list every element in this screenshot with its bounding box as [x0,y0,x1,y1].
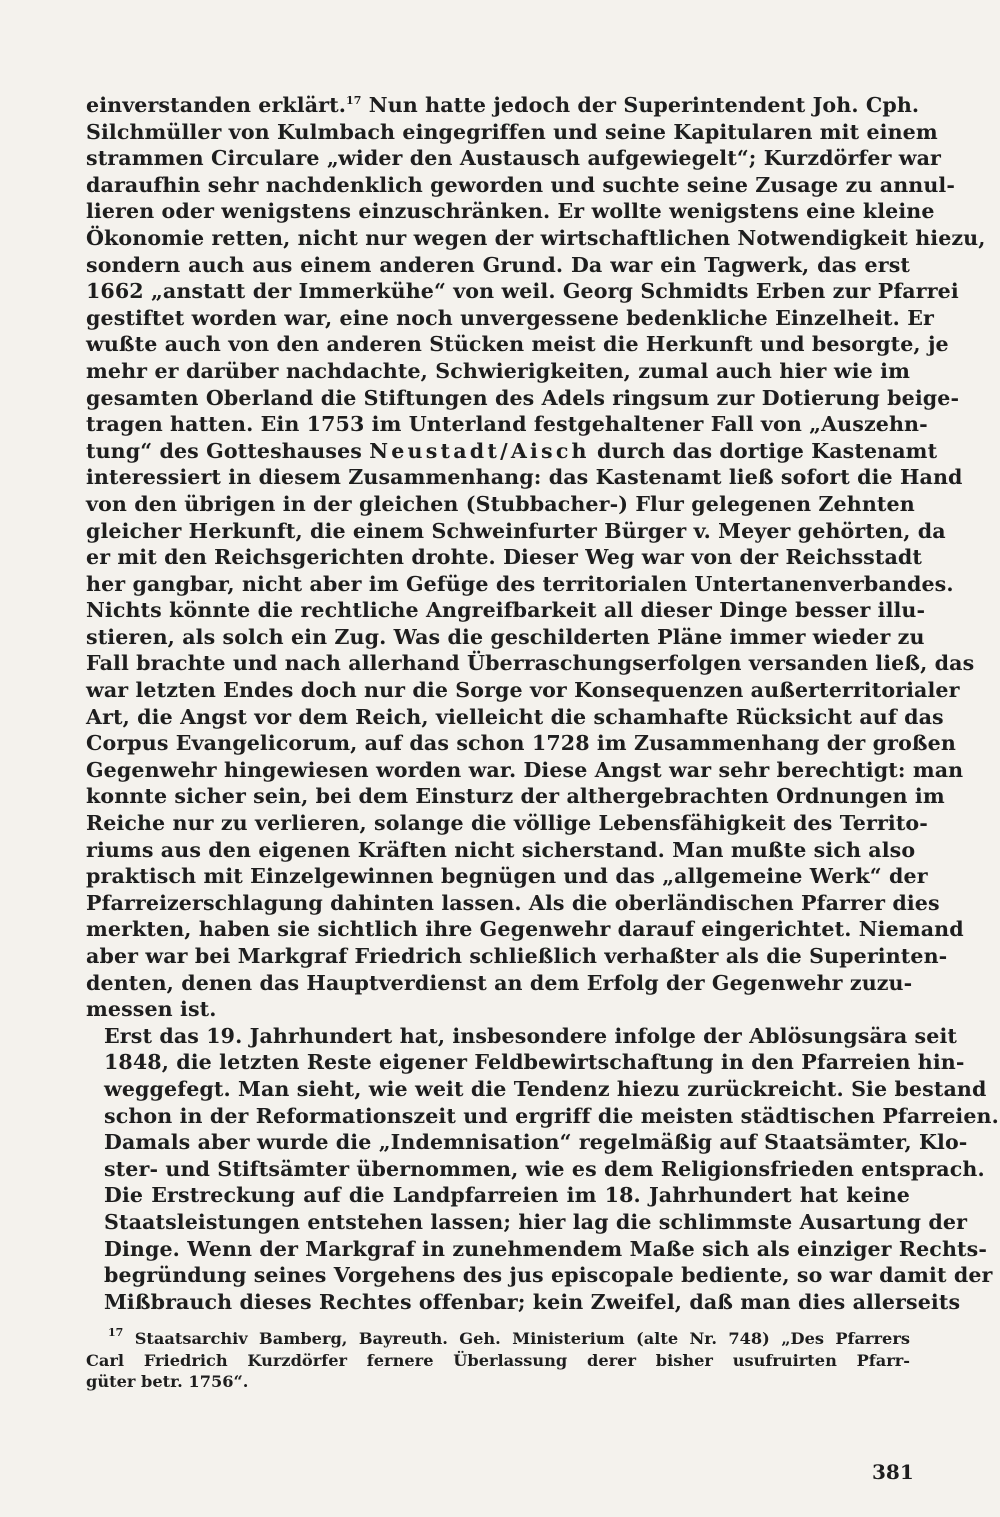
page-number: 381 [872,1460,914,1484]
text-line: gesamten Oberland die Stiftungen des Adels ringsum zur Dotierung beige- [86,385,960,410]
text-line: daraufhin sehr nachdenklich geworden und suchte seine Zusage zu annul- [86,172,955,197]
text-line: mehr er darüber nachdachte, Schwierigkeiten, zumal auch hier wie im [86,358,910,383]
text-line: schon in der Reformationszeit und ergriff die meisten städtischen Pfarreien. [104,1103,999,1128]
text-line: konnte sicher sein, bei dem Einsturz der althergebrachten Ordnungen im [86,784,945,809]
text-line: strammen Circulare „wider den Austausch aufgewiegelt“; Kurzdörfer war [86,146,942,171]
paragraph-1 [86,92,986,1023]
text-line: Silchmüller von Kulmbach eingegriffen und seine Kapitularen mit einem [86,119,938,144]
text-line: Reiche nur zu verlieren, solange die völlige Lebensfähigkeit des Territo- [86,811,928,836]
body-text [86,92,999,1315]
text-line: tung“ des Gotteshauses Neustadt/Aisch durch das dortige Kastenamt [86,438,938,463]
text-line: Die Erstreckung auf die Landpfarreien im 18. Jahrhundert hat keine [104,1183,910,1208]
text-line: weggefegt. Man sieht, wie weit die Tendenz hiezu zurückreicht. Sie bestand [104,1076,987,1101]
text-line: aber war bei Markgraf Friedrich schließlich verhaßter als die Superinten- [86,944,948,968]
text-line: lieren oder wenigstens einzuschränken. Er wollte wenigstens eine kleine [86,199,935,224]
text-line: her gangbar, nicht aber im Gefüge des territorialen Untertanenverbandes. [86,571,954,596]
text-line: Nichts könnte die rechtliche Angreifbarkeit all dieser Dinge besser illu- [86,598,926,623]
text-line: Ökonomie retten, nicht nur wegen der wirtschaftlichen Notwendigkeit hiezu, [86,225,986,250]
text-line: begründung seines Vorgehens des jus episcopale bediente, so war damit der [104,1263,993,1288]
text-line: messen ist. [86,997,217,1022]
text-line: Mißbrauch dieses Rechtes offenbar; kein Zweifel, daß man dies allerseits [104,1289,961,1314]
footnote [86,1328,910,1393]
text-line: war letzten Endes doch nur die Sorge vor Konsequenzen außerterritorialer [86,678,960,703]
text-line: Staatsleistungen entstehen lassen; hier lag die schlimmste Ausartung der [104,1209,968,1234]
text-line: Fall brachte und nach allerhand Überraschungserfolgen versanden ließ, das [86,651,975,676]
text-line: praktisch mit Einzelgewinnen begnügen und das „allgemeine Werk“ der [86,864,928,889]
text-line: ster- und Stiftsämter übernommen, wie es dem Religionsfrieden entsprach. [104,1156,985,1181]
text-line: Erst das 19. Jahrhundert hat, insbesondere infolge der Ablösungsära seit [104,1023,957,1048]
paragraph-2 [86,1023,999,1316]
text-line: Damals aber wurde die „Indemnisation“ regelmäßig auf Staatsämter, Klo- [104,1130,968,1155]
text-line: riums aus den eigenen Kräften nicht sicherstand. Man mußte sich also [86,837,916,862]
text-line: stieren, als solch ein Zug. Was die geschilderten Pläne immer wieder zu [86,624,925,649]
footnote-line: güter betr. 1756“. [86,1372,249,1391]
text-line: interessiert in diesem Zusammenhang: das Kastenamt ließ sofort die Hand [86,465,963,490]
text-line: tragen hatten. Ein 1753 im Unterland festgehaltener Fall von „Auszehn- [86,412,928,437]
footnote-reference: 17 [346,94,362,107]
text-line: Gegenwehr hingewiesen worden war. Diese Angst war sehr berechtigt: man [86,757,964,782]
text-line: denten, denen das Hauptverdienst an dem Erfolg der Gegenwehr zuzu- [86,970,913,995]
text-line: 1662 „anstatt der Immerkühe“ von weil. Georg Schmidts Erben zur Pfarrei [86,279,959,304]
text-line: Pfarreizerschlagung dahinten lassen. Als die oberländischen Pfarrer dies [86,890,940,915]
text-line: von den übrigen in der gleichen (Stubbacher-) Flur gelegenen Zehnten [86,491,915,516]
text-line: einverstanden erklärt.$^{17}$ Nun hatte jedoch der Superintendent Joh. Cph. [86,93,920,117]
footnote-marker: 17 [108,1326,124,1339]
spaced-place-name: Neustadt/Aisch [369,438,590,463]
text-line: er mit den Reichsgerichten drohte. Dieser Weg war von der Reichsstadt [86,545,923,570]
text-line: Corpus Evangelicorum, auf das schon 1728 im Zusammenhang der großen [86,731,956,756]
text-line: sondern auch aus einem anderen Grund. Da war ein Tagwerk, das erst [86,252,910,277]
text-line: 1848, die letzten Reste eigener Feldbewirtschaftung in den Pfarreien hin- [104,1050,965,1075]
footnote-line: $^{17}$ Staatsarchiv Bamberg, Bayreuth. Geh. Ministerium (alte Nr. 748) „Des Pfarrers [108,1326,910,1348]
text-line: gestiftet worden war, eine noch unvergessene bedenkliche Einzelheit. Er [86,305,934,330]
footnote-line: Carl Friedrich Kurzdörfer fernere Überlassung derer bisher usufruirten Pfarr- [86,1350,910,1370]
text-line: Dinge. Wenn der Markgraf in zunehmendem Maße sich als einziger Rechts- [104,1236,987,1261]
text-line: gleicher Herkunft, die einem Schweinfurter Bürger v. Meyer gehörten, da [86,518,946,543]
text-line: merkten, haben sie sichtlich ihre Gegenwehr darauf eingerichtet. Niemand [86,917,964,942]
text-line: wußte auch von den anderen Stücken meist die Herkunft und besorgte, je [86,332,949,357]
text-line: Art, die Angst vor dem Reich, vielleicht die schamhafte Rücksicht auf das [86,704,944,729]
